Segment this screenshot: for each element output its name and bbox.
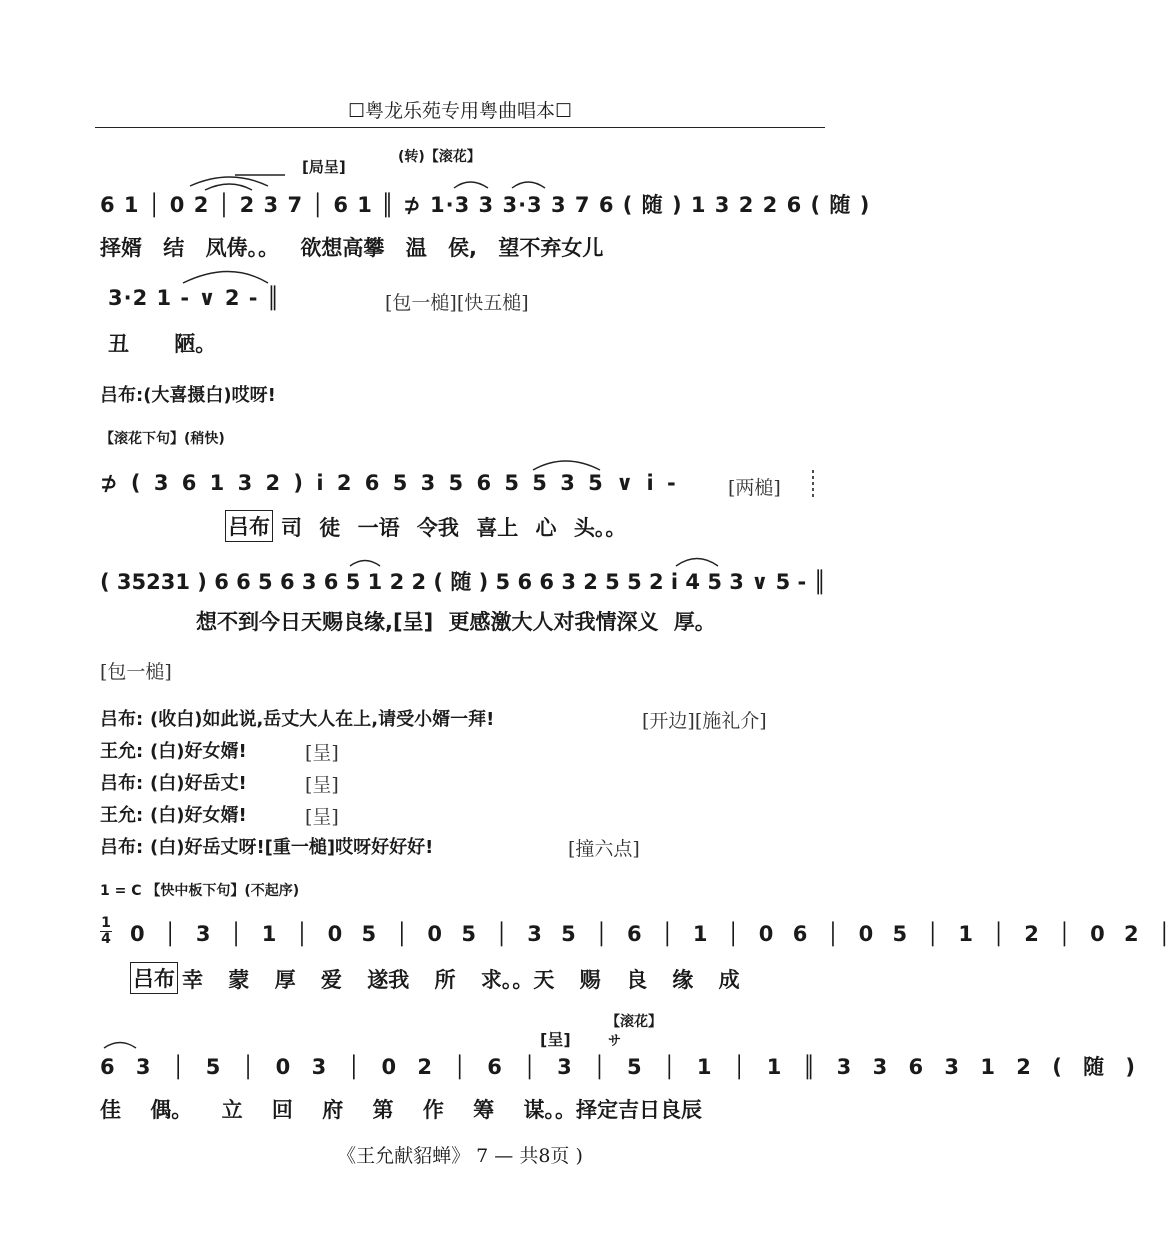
notation-line-5: 0 │ 3 │ 1 │ 0 5 │ 0 5 │ 3 5 │ 6 │ 1 │ 0 6 │ 0 5 │ 1 │ 2 │ 0 2 │ [130, 922, 1172, 946]
dialogue-text: (收白)如此说,岳丈大人在上,请受小婿一拜! [150, 709, 495, 730]
slur-arc [454, 182, 488, 188]
slur-arc [533, 461, 600, 470]
section-label-roll: (转)【滚花】 [398, 149, 481, 165]
dialogue-text: (白)好女婿! [150, 741, 247, 762]
percussion-cue-3: [两槌] [728, 477, 781, 499]
notation-line-6: 6 3 │ 5 │ 0 3 │ 0 2 │ 6 │ 3 │ 5 │ 1 │ 1 ║ 3 3 6 3 1 2 ( 随 ) [100, 1055, 1137, 1079]
section-label-2: 【滚花下句】(稍快) [100, 431, 225, 447]
lyrics-line-6: 佳 偶。 立 回 府 第 作 筹 谋。。择定吉日良辰 [100, 1098, 702, 1122]
page-footer: 《王允献貂蝉》 7 — 共8页 ) [337, 1145, 583, 1167]
lyrics-line-3: 司 徒 一语 令我 喜上 心 头。。 [281, 516, 627, 540]
slur-arc [676, 559, 718, 567]
time-signature-top: 1 [101, 915, 111, 931]
slur-arc [104, 1043, 136, 1049]
lyrics-line-4: 想不到今日天赐良缘,[呈] 更感激大人对我情深义 厚。 [196, 610, 716, 634]
dialogue-cue: [开边][施礼介] [642, 710, 767, 732]
bracket-label: [局呈] [302, 158, 346, 176]
percussion-cue-2: [包一槌][快五槌] [385, 292, 529, 314]
dialogue-speaker: 王允: [100, 741, 144, 762]
dialogue-speaker: 王允: [100, 805, 144, 826]
dialogue-speaker: 吕布: [100, 837, 144, 858]
percussion-cue-line: [包一槌] [100, 661, 172, 683]
dialogue-cue: [呈] [305, 806, 339, 828]
dialogue-speaker: 吕布: [100, 773, 144, 794]
slur-arc [350, 561, 380, 567]
cheng-label: [呈] [540, 1030, 571, 1049]
dialogue-cue: [呈] [305, 774, 339, 796]
section-label-3: 1 = C 【快中板下句】(不起序) [100, 883, 300, 899]
dialogue-text: (白)好岳丈! [150, 773, 247, 794]
notation-line-3: ⊅ ( 3 6 1 3 2 ) i 2 6 5 3 5 6 5 5 3 5 ∨ i - [100, 471, 677, 495]
dialogue-cue: [呈] [305, 742, 339, 764]
dialogue-text: (白)好女婿! [150, 805, 247, 826]
lyrics-line-5: 幸 蒙 厚 爱 遂我 所 求。。天 赐 良 缘 成 [182, 968, 740, 992]
singer-box-3: 吕布 [225, 510, 273, 542]
dialogue-cue: [撞六点] [568, 838, 640, 860]
dialogue-text: (白)好岳丈呀![重一槌]哎呀好好好! [150, 837, 434, 858]
notation-line-2: 3·2 1 - ∨ 2 - ║ [108, 286, 281, 310]
slur-arc [183, 272, 268, 284]
dialogue-line-0: 吕布:(大喜摄白)哎呀! [100, 385, 276, 406]
time-signature-bottom: 4 [101, 931, 111, 947]
dialogue-speaker: 吕布: [100, 709, 144, 730]
lyrics-line-1: 择婿 结 凤俦。。 欲想高攀 温 侯, 望不弃女儿 [100, 236, 604, 260]
san-label: サ [608, 1034, 622, 1049]
singer-box-5: 吕布 [130, 962, 178, 994]
notation-line-1: 6 1 │ 0 2 │ 2 3 7 │ 6 1 ║ ⊅ 1·3 3 3·3 3 7 6 ( 随 ) 1 3 2 2 6 ( 随 ) [100, 193, 871, 217]
notation-line-4: ( 35231 ) 6 6 5 6 3 6 5 1 2 2 ( 随 ) 5 6 6 3 2 5 5 2 i 4 5 3 ∨ 5 - ║ [100, 570, 827, 594]
slur-arc [205, 184, 252, 190]
lyrics-line-2: 丑 陋。 [108, 332, 217, 356]
page-header: ☐粤龙乐苑专用粤曲唱本☐ [347, 100, 573, 122]
section-label-roll-2: 【滚花】 [606, 1014, 662, 1030]
slur-arc [512, 182, 545, 188]
